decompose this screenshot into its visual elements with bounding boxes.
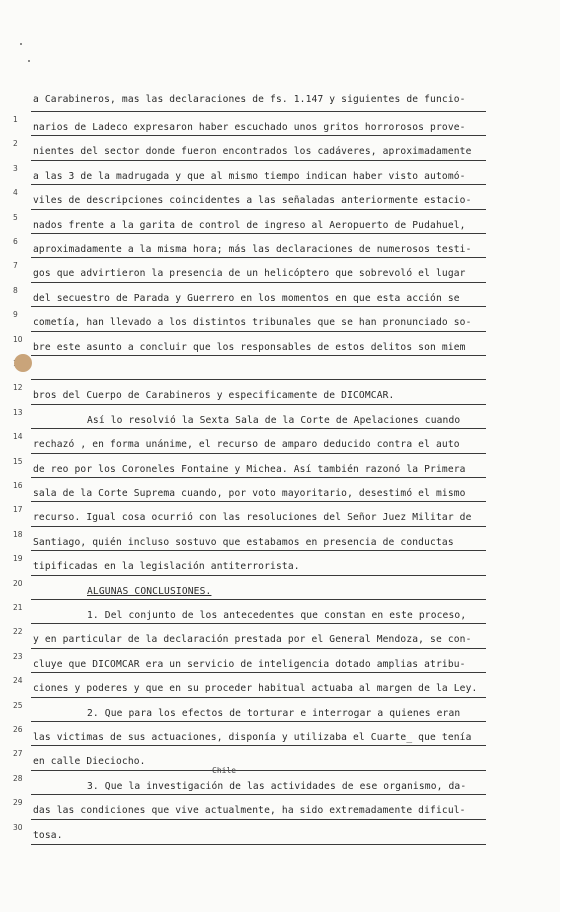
line-number: 30 — [13, 822, 23, 832]
line-number: 19 — [13, 554, 23, 564]
line-number: 24 — [13, 676, 23, 686]
line-text: 2. Que para los efectos de torturar e interrogar a quienes eran — [87, 707, 461, 719]
text-line — [31, 672, 486, 697]
line-number: 17 — [13, 505, 23, 515]
line-text: ciones y poderes y que en su proceder habitual actuaba al margen de la Ley. — [33, 683, 478, 695]
text-line — [31, 355, 486, 380]
line-number: 10 — [13, 334, 23, 344]
text-line — [31, 721, 486, 746]
text-line — [31, 794, 486, 819]
line-text: cometía, han llevado a los distintos tribunales que se han pronunciado so- — [33, 317, 472, 329]
line-number: 6 — [13, 237, 18, 246]
text-line — [31, 379, 486, 404]
paper-speck — [28, 60, 30, 62]
line-text: a las 3 de la madrugada y que al mismo tiempo indican haber visto automó- — [33, 170, 466, 182]
text-line — [31, 501, 486, 526]
line-text: recurso. Igual cosa ocurrió con las resoluciones del Señor Juez Militar de — [33, 512, 472, 524]
line-text: bros del Cuerpo de Carabineros y especificamente de DICOMCAR. — [33, 390, 395, 402]
text-line — [31, 477, 486, 502]
line-text: de reo por los Coroneles Fontaine y Michea. Así también razonó la Primera — [33, 463, 466, 475]
text-line — [31, 209, 486, 234]
line-text: sala de la Corte Suprema cuando, por voto mayoritario, desestimó el mismo — [33, 488, 466, 499]
line-number: 15 — [13, 456, 23, 466]
line-number: 23 — [13, 651, 23, 661]
line-number: 28 — [13, 773, 23, 783]
text-line — [31, 453, 486, 478]
text-line — [31, 111, 486, 136]
text-line — [31, 428, 486, 453]
text-line — [31, 135, 486, 160]
line-text: das las condiciones que vive actualmente, ha sido extremadamente dificul- — [33, 805, 466, 817]
line-number: 14 — [13, 432, 23, 442]
text-line — [31, 331, 486, 356]
text-line — [31, 550, 486, 575]
line-number: 16 — [13, 481, 23, 490]
line-text: gos que advirtieron la presencia de un helicóptero que sobrevoló el lugar — [33, 268, 466, 280]
line-text: aproximadamente a la misma hora; más las declaraciones de numerosos testi- — [33, 244, 472, 255]
line-text: 3. Que la investigación de las actividades de ese organismo, da- — [87, 780, 467, 792]
paper-speck — [20, 43, 22, 45]
line-text: narios de Ladeco expresaron haber escuchado unos gritos horrorosos prove- — [33, 122, 466, 133]
line-number: 9 — [13, 310, 18, 320]
text-line — [31, 599, 486, 624]
line-number: 7 — [13, 261, 18, 271]
line-text: y en particular de la declaración prestada por el General Mendoza, se con- — [33, 634, 472, 646]
line-text: Santiago, quién incluso sostuvo que estabamos en presencia de conductas — [33, 536, 454, 548]
text-line — [31, 404, 486, 429]
line-number: 18 — [13, 529, 23, 539]
line-text: cluye que DICOMCAR era un servicio de inteligencia dotado amplias atribu- — [33, 658, 466, 670]
line-number: 12 — [13, 383, 23, 393]
line-text: ALGUNAS CONCLUSIONES. — [87, 585, 212, 597]
line-text: tipificadas en la legislación antiterrorista. — [33, 561, 300, 573]
text-line — [31, 745, 486, 770]
punch-hole — [14, 354, 32, 372]
header-line: a Carabineros, mas las declaraciones de fs. 1.147 y siguientes de funcio- — [33, 94, 466, 105]
text-line — [31, 819, 486, 845]
line-text: bre este asunto a concluir que los responsables de estos delitos son miem — [33, 341, 466, 353]
line-number: 25 — [13, 700, 23, 710]
text-line — [31, 257, 486, 282]
line-text: 1. Del conjunto de los antecedentes que constan en este proceso, — [87, 610, 467, 621]
text-line — [31, 697, 486, 722]
line-number: 20 — [13, 578, 23, 588]
text-line — [31, 184, 486, 209]
line-text: tosa. — [33, 829, 63, 841]
line-number: 4 — [13, 188, 18, 198]
line-number: 8 — [13, 285, 18, 295]
line-number: 1 — [13, 115, 18, 124]
line-text: las victimas de sus actuaciones, disponía y utilizaba el Cuarte_ que tenía — [33, 732, 472, 743]
line-number: 22 — [13, 627, 23, 637]
text-line — [31, 623, 486, 648]
line-number: 3 — [13, 163, 18, 173]
text-line — [31, 160, 486, 185]
text-line — [31, 575, 486, 600]
line-number: 26 — [13, 725, 23, 734]
line-text: rechazó , en forma unánime, el recurso de amparo deducido contra el auto — [33, 439, 460, 451]
line-number: 5 — [13, 212, 18, 222]
line-text: del secuestro de Parada y Guerrero en los momentos en que esta acción se — [33, 292, 460, 304]
line-number: 2 — [13, 139, 18, 149]
text-line — [31, 648, 486, 673]
line-text: en calle Dieciocho. — [33, 756, 146, 768]
line-number: 13 — [13, 407, 23, 417]
line-text: nados frente a la garita de control de ingreso al Aeropuerto de Pudahuel, — [33, 219, 466, 231]
text-line — [31, 233, 486, 258]
text-line — [31, 526, 486, 551]
line-number: 29 — [13, 798, 23, 808]
line-text: Así lo resolvió la Sexta Sala de la Corte de Apelaciones cuando — [87, 414, 461, 426]
line-number: 21 — [13, 603, 23, 612]
overstrike-word: Chile — [212, 766, 237, 775]
line-number: 27 — [13, 749, 23, 759]
text-line — [31, 770, 486, 795]
text-line — [31, 282, 486, 307]
line-text: viles de descripciones coincidentes a las señaladas anteriormente estacio- — [33, 195, 472, 207]
text-line — [31, 306, 486, 331]
line-text: nientes del sector donde fueron encontrados los cadáveres, aproximadamente — [33, 146, 472, 158]
